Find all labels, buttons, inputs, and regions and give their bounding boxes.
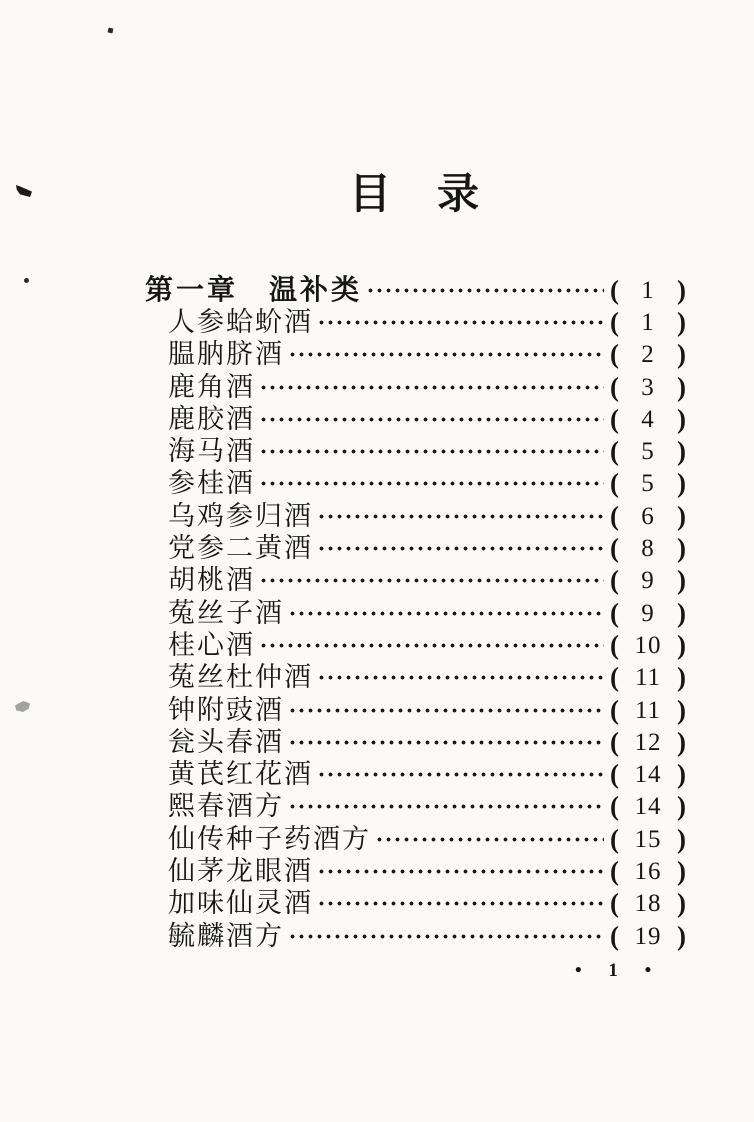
close-paren: ) bbox=[677, 468, 686, 499]
open-paren: ( bbox=[610, 888, 619, 919]
toc-entry bbox=[145, 435, 686, 467]
open-paren: ( bbox=[610, 920, 619, 951]
close-paren: ) bbox=[677, 403, 686, 434]
entry-title: 腽肭脐酒 bbox=[168, 339, 284, 370]
page-ref bbox=[610, 341, 686, 368]
entry-title: 第一章 温补类 bbox=[145, 274, 363, 306]
toc-entry bbox=[145, 791, 686, 823]
entry-title: 乌鸡参归酒 bbox=[168, 500, 313, 531]
page-ref bbox=[610, 438, 686, 465]
entry-title: 参桂酒 bbox=[168, 468, 255, 499]
entry-title: 海马酒 bbox=[168, 436, 255, 467]
page-ref bbox=[610, 664, 686, 691]
page-number: 4 bbox=[641, 405, 655, 433]
close-paren: ) bbox=[677, 533, 686, 564]
toc-entry bbox=[145, 662, 686, 694]
entry-title: 鹿角酒 bbox=[168, 371, 255, 402]
toc-entry bbox=[145, 823, 686, 855]
page-number: 11 bbox=[634, 664, 662, 692]
dot-leader bbox=[288, 791, 604, 823]
close-paren: ) bbox=[677, 855, 686, 886]
toc-entry bbox=[145, 726, 686, 758]
page-ref bbox=[610, 597, 686, 628]
entry-title: 菟丝子酒 bbox=[168, 597, 284, 628]
entry-title: 人参蛤蚧酒 bbox=[168, 306, 313, 337]
entry-title: 桂心酒 bbox=[168, 629, 255, 660]
page-number: 8 bbox=[641, 535, 655, 563]
open-paren: ( bbox=[610, 533, 619, 564]
ink-speck bbox=[16, 185, 32, 197]
toc-list bbox=[145, 274, 686, 952]
entry-title: 钟附豉酒 bbox=[168, 694, 284, 725]
page-number: 14 bbox=[634, 761, 662, 789]
page-number: 10 bbox=[634, 631, 662, 659]
page-ref bbox=[610, 726, 686, 757]
page-number: 2 bbox=[641, 341, 655, 369]
page-ref bbox=[610, 694, 686, 725]
dot-leader bbox=[317, 500, 604, 532]
dot-leader bbox=[259, 435, 604, 467]
close-paren: ) bbox=[677, 726, 686, 757]
entry-title: 菟丝杜仲酒 bbox=[168, 662, 313, 693]
page-ref bbox=[610, 890, 686, 917]
dot-leader bbox=[375, 823, 604, 855]
dot-leader bbox=[288, 920, 604, 952]
page-ref bbox=[610, 793, 686, 820]
page-number: 1 bbox=[641, 308, 655, 336]
open-paren: ( bbox=[610, 662, 619, 693]
entry-title: 党参二黄酒 bbox=[168, 533, 313, 564]
toc-entry bbox=[145, 403, 686, 435]
page-ref bbox=[610, 629, 686, 660]
page-ref bbox=[610, 920, 686, 951]
close-paren: ) bbox=[677, 597, 686, 628]
toc-entry bbox=[145, 758, 686, 790]
close-paren: ) bbox=[677, 662, 686, 693]
entry-title: 黄芪红花酒 bbox=[168, 759, 313, 790]
dot-leader bbox=[259, 371, 604, 403]
ink-speck bbox=[108, 28, 114, 34]
page-ref bbox=[610, 274, 686, 305]
dot-leader bbox=[317, 758, 604, 790]
toc-entry bbox=[145, 532, 686, 564]
page-ref bbox=[610, 306, 686, 337]
open-paren: ( bbox=[610, 726, 619, 757]
dot-leader bbox=[317, 888, 604, 920]
page-ref bbox=[610, 567, 686, 594]
dot-leader bbox=[259, 629, 604, 661]
toc-entry bbox=[145, 920, 686, 952]
page-ref bbox=[610, 403, 686, 434]
open-paren: ( bbox=[610, 468, 619, 499]
dot-leader bbox=[317, 532, 604, 564]
page-number: 15 bbox=[634, 825, 662, 853]
open-paren: ( bbox=[610, 306, 619, 337]
dot-leader bbox=[259, 468, 604, 500]
entry-title: 瓮头春酒 bbox=[168, 726, 284, 757]
page-number: 19 bbox=[634, 922, 662, 950]
toc-entry bbox=[145, 274, 686, 306]
dot-leader bbox=[288, 694, 604, 726]
toc-entry bbox=[145, 565, 686, 597]
toc-entry bbox=[145, 597, 686, 629]
close-paren: ) bbox=[677, 565, 686, 596]
entry-title: 加味仙灵酒 bbox=[168, 888, 313, 919]
toc-entry bbox=[145, 468, 686, 500]
open-paren: ( bbox=[610, 759, 619, 790]
page-number: 1 bbox=[641, 276, 655, 304]
open-paren: ( bbox=[610, 436, 619, 467]
page-number: 3 bbox=[641, 373, 655, 401]
entry-title: 仙茅龙眼酒 bbox=[168, 855, 313, 886]
page-number: 18 bbox=[634, 890, 662, 918]
dot-leader bbox=[317, 662, 604, 694]
dot-leader bbox=[288, 597, 604, 629]
dot-leader bbox=[259, 403, 604, 435]
open-paren: ( bbox=[610, 274, 619, 305]
open-paren: ( bbox=[610, 500, 619, 531]
page-ref bbox=[610, 823, 686, 854]
page-number: 14 bbox=[634, 793, 662, 821]
close-paren: ) bbox=[677, 759, 686, 790]
toc-entry bbox=[145, 888, 686, 920]
page-number: 12 bbox=[634, 728, 662, 756]
page-ref bbox=[610, 470, 686, 497]
page-number: 6 bbox=[641, 502, 655, 530]
page-number: 16 bbox=[634, 857, 662, 885]
close-paren: ) bbox=[677, 629, 686, 660]
ink-speck bbox=[24, 278, 29, 283]
open-paren: ( bbox=[610, 855, 619, 886]
close-paren: ) bbox=[677, 274, 686, 305]
open-paren: ( bbox=[610, 403, 619, 434]
close-paren: ) bbox=[677, 306, 686, 337]
close-paren: ) bbox=[677, 694, 686, 725]
page-ref bbox=[610, 500, 686, 531]
dot-leader bbox=[288, 339, 604, 371]
page-ref bbox=[610, 855, 686, 886]
page-number: 9 bbox=[641, 567, 655, 595]
close-paren: ) bbox=[677, 500, 686, 531]
open-paren: ( bbox=[610, 823, 619, 854]
entry-title: 胡桃酒 bbox=[168, 565, 255, 596]
page-number: 5 bbox=[641, 438, 655, 466]
open-paren: ( bbox=[610, 791, 619, 822]
entry-title: 毓麟酒方 bbox=[168, 920, 284, 951]
ink-speck bbox=[15, 701, 30, 712]
dot-leader bbox=[259, 565, 604, 597]
toc-entry bbox=[145, 500, 686, 532]
open-paren: ( bbox=[610, 339, 619, 370]
close-paren: ) bbox=[677, 371, 686, 402]
close-paren: ) bbox=[677, 823, 686, 854]
dot-leader bbox=[317, 855, 604, 887]
entry-title: 鹿胶酒 bbox=[168, 403, 255, 434]
page-number: 11 bbox=[634, 696, 662, 724]
page-ref bbox=[610, 761, 686, 788]
toc-entry bbox=[145, 629, 686, 661]
toc-entry bbox=[145, 306, 686, 338]
toc-entry bbox=[145, 855, 686, 887]
dot-leader bbox=[317, 306, 604, 338]
close-paren: ) bbox=[677, 339, 686, 370]
page-number-footer: • 1 • bbox=[575, 960, 656, 981]
dot-leader bbox=[366, 274, 604, 306]
close-paren: ) bbox=[677, 920, 686, 951]
open-paren: ( bbox=[610, 371, 619, 402]
open-paren: ( bbox=[610, 565, 619, 596]
close-paren: ) bbox=[677, 436, 686, 467]
toc-entry bbox=[145, 694, 686, 726]
dot-leader bbox=[288, 726, 604, 758]
toc-entry bbox=[145, 339, 686, 371]
close-paren: ) bbox=[677, 888, 686, 919]
page-number: 9 bbox=[641, 599, 655, 627]
open-paren: ( bbox=[610, 694, 619, 725]
open-paren: ( bbox=[610, 597, 619, 628]
open-paren: ( bbox=[610, 629, 619, 660]
close-paren: ) bbox=[677, 791, 686, 822]
entry-title: 熙春酒方 bbox=[168, 791, 284, 822]
page-title: 目 录 bbox=[348, 170, 481, 217]
entry-title: 仙传种子药酒方 bbox=[168, 823, 371, 854]
toc-entry bbox=[145, 371, 686, 403]
page-number: 5 bbox=[641, 470, 655, 498]
page-ref bbox=[610, 535, 686, 562]
page-ref bbox=[610, 371, 686, 402]
